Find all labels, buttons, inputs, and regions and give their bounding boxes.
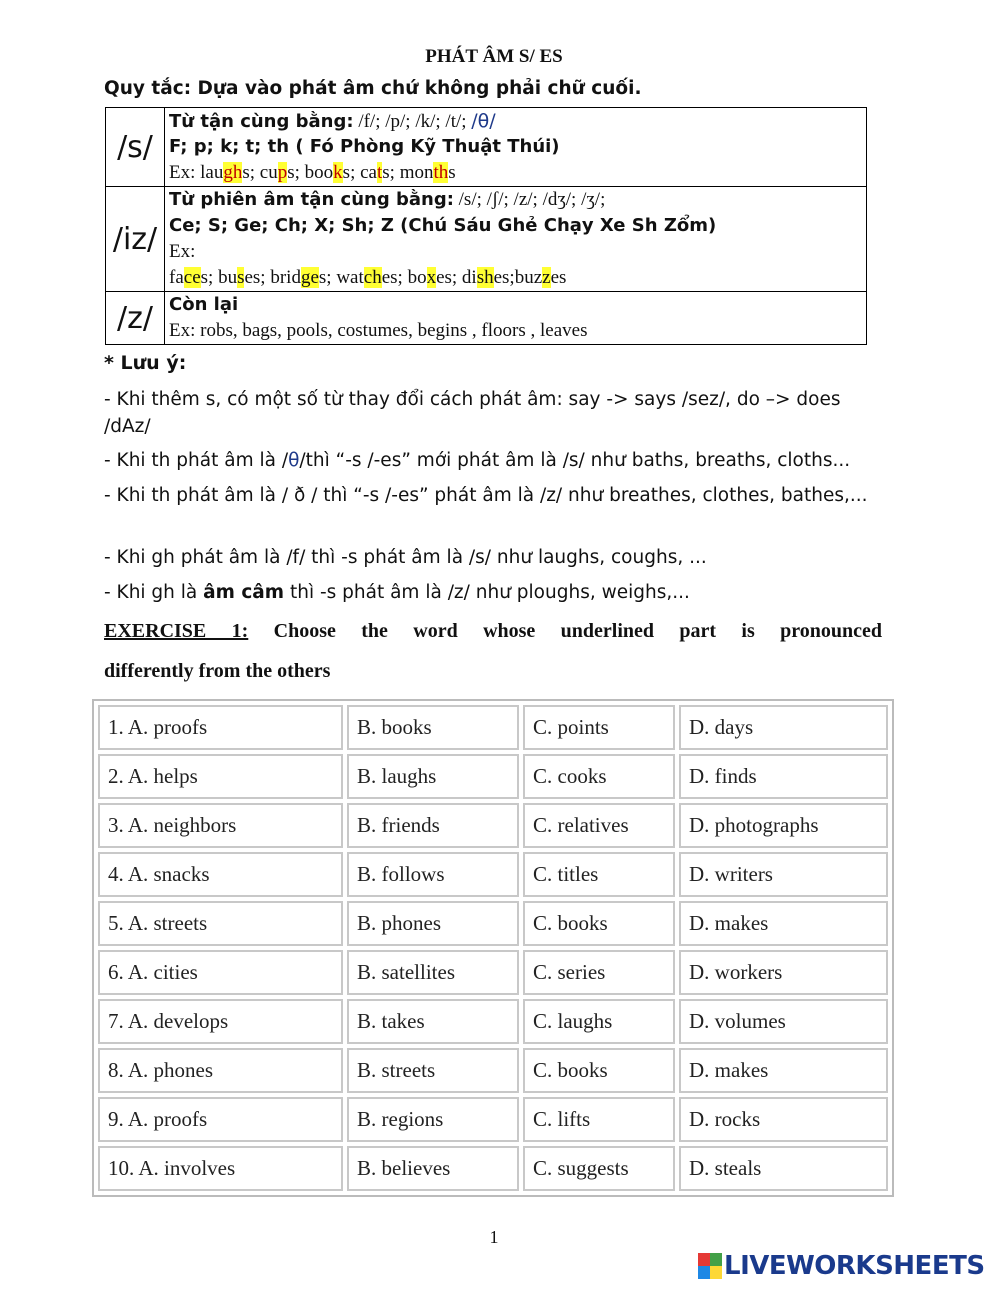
rule-examples [169,265,862,291]
rules-table [105,107,867,345]
highlighted-ending: z [542,267,551,288]
note-1: - Khi thêm s, có một số từ thay đổi cách phát âm: say -> says /sez/, do –> does /dAz/ [104,389,841,437]
exercise-option-c[interactable]: C. titles [523,852,675,897]
exercise-row [98,950,888,995]
exercise-option-a[interactable]: 10. A. involves [98,1146,343,1191]
liveworksheets-logo-icon [698,1253,722,1279]
note-2: - Khi th phát âm là /θ/thì “-s /-es” mới phát âm là /s/ như baths, breaths, cloths... [104,450,851,471]
exercise-option-c[interactable]: C. lifts [523,1097,675,1142]
page-number: 1 [489,1227,499,1247]
example-word: boxes; [407,267,462,288]
exercise-option-d[interactable]: D. makes [679,1048,888,1093]
example-word: months [399,162,456,183]
exercise-option-d[interactable]: D. finds [679,754,888,799]
highlighted-ending: th [433,162,449,183]
exercise-option-c[interactable]: C. points [523,705,675,750]
exercise-option-b[interactable]: B. friends [347,803,519,848]
example-word: bridges; [270,267,337,288]
notes-heading: * Lưu ý: [104,352,187,374]
exercise-option-a[interactable]: 6. A. cities [98,950,343,995]
highlighted-ending: p [277,162,288,183]
highlighted-ending: sh [476,267,494,288]
highlighted-ending: t [376,162,383,183]
exercise-option-b[interactable]: B. laughs [347,754,519,799]
note-5: - Khi gh là âm câm thì -s phát âm là /z/ như ploughs, weighs,... [104,582,690,603]
example-word: watches; [336,267,408,288]
exercise-heading-cont: differently from the others [104,660,331,682]
example-word: books; [304,162,361,183]
exercise-option-c[interactable]: C. cooks [523,754,675,799]
rule-row-z: /z/ Còn lại Ex: robs, bags, pools, costumes, begins , floors , leaves [106,292,867,345]
rule-symbol: /s/ [106,108,165,187]
example-word: faces; [169,267,219,288]
rule-examples: Ex: robs, bags, pools, costumes, begins , floors , leaves [169,320,588,341]
exercise-option-a[interactable]: 3. A. neighbors [98,803,343,848]
highlighted-ending: ge [300,267,319,288]
exercise-option-d[interactable]: D. makes [679,901,888,946]
rule-heading: Quy tắc: Dựa vào phát âm chứ không phải chữ cuối. [104,78,642,99]
exercise-row [98,803,888,848]
example-word: buzzes [514,267,567,288]
exercise-option-c[interactable]: C. series [523,950,675,995]
highlighted-ending: ch [363,267,382,288]
exercise-option-b[interactable]: B. satellites [347,950,519,995]
exercise-option-b[interactable]: B. phones [347,901,519,946]
exercise-row [98,705,888,750]
exercise-option-b[interactable]: B. believes [347,1146,519,1191]
exercise-option-b[interactable]: B. books [347,705,519,750]
exercise-row [98,901,888,946]
exercise-option-a[interactable]: 9. A. proofs [98,1097,343,1142]
exercise-option-d[interactable]: D. days [679,705,888,750]
exercise-option-a[interactable]: 2. A. helps [98,754,343,799]
exercise-row [98,852,888,897]
exercise-row [98,1097,888,1142]
exercise-option-b[interactable]: B. streets [347,1048,519,1093]
rule-row-iz: /iz/ Từ phiên âm tận cùng bằng: /s/; /ʃ/; /z/; /dʒ/; /ʒ/; Ce; S; Ge; Ch; X; Sh; Z (Chú Sáu Ghẻ Chạy Xe Sh Zổm) Ex: faces; buses; bridges; watches; boxes; dishes;buzzes [106,187,867,292]
exercise-option-d[interactable]: D. photographs [679,803,888,848]
highlighted-ending: gh [223,162,243,183]
rule-symbol: /z/ [106,292,165,345]
exercise-option-c[interactable]: C. books [523,901,675,946]
example-word: dishes; [461,267,515,288]
exercise-heading: EXERCISE 1: Choose the word whose underlined part is pronounced [104,620,882,642]
rule-examples: Ex: laughs; cups; books; cats; months [169,162,456,183]
exercise-option-a[interactable]: 4. A. snacks [98,852,343,897]
exercise-option-c[interactable]: C. laughs [523,999,675,1044]
exercise-row [98,999,888,1044]
exercise-option-d[interactable]: D. writers [679,852,888,897]
exercise-option-d[interactable]: D. steals [679,1146,888,1191]
exercise-option-b[interactable]: B. takes [347,999,519,1044]
exercise-option-c[interactable]: C. books [523,1048,675,1093]
exercise-table [92,699,894,1197]
rule-row-s: /s/ Từ tận cùng bằng: /f/; /p/; /k/; /t/; /θ/ F; p; k; t; th ( Fó Phòng Kỹ Thuật Thúi) Ex: laughs; cups; books; cats; months [106,108,867,187]
highlighted-ending: s [237,267,245,288]
exercise-row [98,754,888,799]
note-4: - Khi gh phát âm là /f/ thì -s phát âm là /s/ như laughs, coughs, ... [104,547,707,568]
liveworksheets-logo: LIVEWORKSHEETS [698,1251,985,1281]
exercise-option-c[interactable]: C. relatives [523,803,675,848]
highlighted-ending: x [426,267,437,288]
exercise-option-b[interactable]: B. regions [347,1097,519,1142]
exercise-option-a[interactable]: 8. A. phones [98,1048,343,1093]
highlighted-ending: ce [183,267,201,288]
example-word: cups; [259,162,305,183]
exercise-row [98,1146,888,1191]
example-word: laughs; [200,162,260,183]
highlighted-ending: k [333,162,343,183]
rule-symbol: /iz/ [106,187,165,292]
example-word: buses; [218,267,271,288]
example-word: cats; [360,162,400,183]
exercise-option-a[interactable]: 7. A. develops [98,999,343,1044]
exercise-option-a[interactable]: 1. A. proofs [98,705,343,750]
exercise-option-d[interactable]: D. workers [679,950,888,995]
exercise-option-b[interactable]: B. follows [347,852,519,897]
page-title: PHÁT ÂM S/ ES [425,46,563,67]
exercise-option-d[interactable]: D. volumes [679,999,888,1044]
note-3: - Khi th phát âm là / ð / thì “-s /-es” phát âm là /z/ như breathes, clothes, bathes,... [104,485,868,506]
exercise-option-d[interactable]: D. rocks [679,1097,888,1142]
exercise-option-c[interactable]: C. suggests [523,1146,675,1191]
exercise-option-a[interactable]: 5. A. streets [98,901,343,946]
exercise-row [98,1048,888,1093]
